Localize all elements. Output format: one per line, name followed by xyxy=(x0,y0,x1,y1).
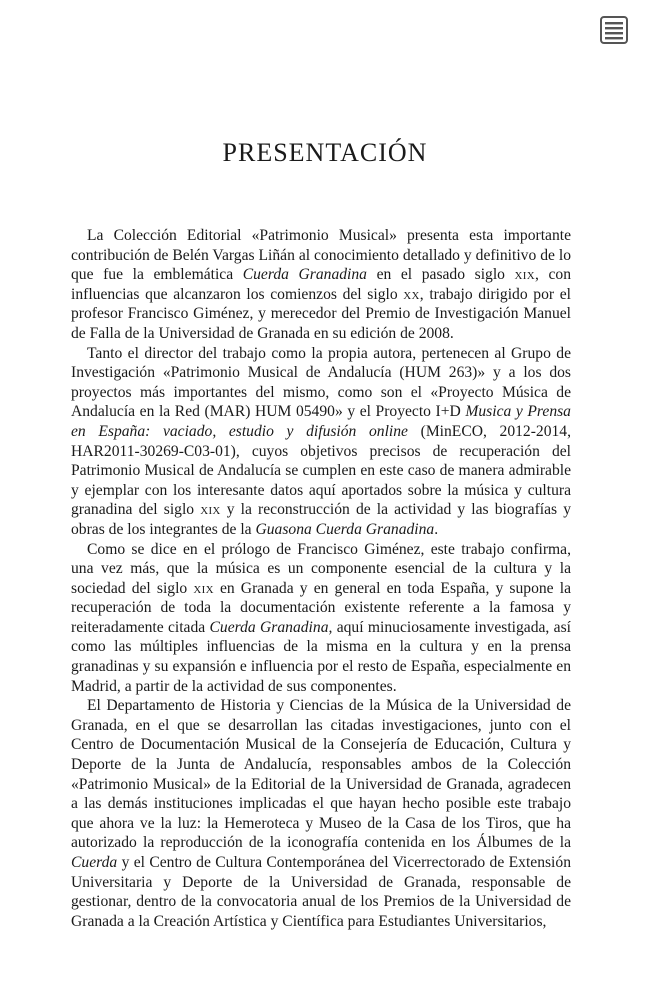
text-run: Tanto el director del trabajo como la propia autora, pertenecen al Grupo de Investigación «Patrimonio Musical de Andalucía (HUM 263)» y a los dos proyectos más importantes del mismo, como son el «Proyecto Música de Andalucía en la Red (MAR) HUM 05490» y el Proyecto I+D xyxy=(71,344,571,421)
italic-text: Cuerda xyxy=(71,854,118,871)
paragraph xyxy=(71,540,571,697)
paragraph xyxy=(71,696,571,931)
page-title: PRESENTACIÓN xyxy=(222,138,428,167)
small-caps-text: xix xyxy=(193,579,214,597)
italic-text: Guasona Cuerda Granadina xyxy=(255,520,435,538)
italic-text: Cuerda Granadina, xyxy=(209,618,333,636)
italic-text: Musica y Prensa en España: vaciado, estudio y difusión online xyxy=(71,403,571,440)
italic-text: Cuerda Granadina xyxy=(242,266,367,284)
small-caps-text: xix xyxy=(200,501,221,519)
table-of-contents-button[interactable] xyxy=(600,16,628,44)
text-run: Como se dice en el prólogo de Francisco Giménez, este trabajo confirma, una vez más, que la música es un componente esencial de la cultura y la sociedad del siglo xyxy=(71,540,571,597)
text-run: y el Centro de Cultura Contemporánea del Vicerrectorado de Extensión Universitaria y Deporte de la Universidad de Granada, responsable de gestionar, dentro de la convocatoria anual de los Premios de la Universidad de Granada a la Creación Artística y Científica para Estudiantes Universitarios, xyxy=(71,854,571,930)
text-run: en el pasado siglo xyxy=(366,266,515,284)
text-run: El Departamento de Historia y Ciencias de la Música de la Universidad de Granada, en el que se desarrollan las citadas investigaciones, junto con el Centro de Documentación Musical de la Consejería de Educación, Cultura y Deporte de la Junta de Andalucía, responsables ambos de la Colección «Patrimonio Musical» de la Editorial de la Universidad de Granada, agradecen a las demás instituciones implicadas el que hayan hecho posible este trabajo que ahora ve la luz: la Hemeroteca y Museo de la Casa de los Tiros, que ha autorizado la reproducción de la iconografía contenida en los Álbumes de la xyxy=(71,697,571,852)
text-run: , con influencias que alcanzaron los comienzos del siglo xyxy=(71,266,572,303)
body-text xyxy=(71,226,571,931)
paragraph xyxy=(71,226,571,344)
text-run: (MinECO, 2012-2014, HAR2011-30269-C03-01), cuyos objetivos precisos de recuperación del Patrimonio Musical de Andalucía se cumplen en este caso de manera admirable y ejemplar con los interesante datos aquí aportados sobre la música y cultura granadina del siglo xyxy=(71,422,571,519)
list-icon xyxy=(600,16,628,44)
small-caps-text: xx xyxy=(403,285,420,303)
text-run: en Granada y en general en toda España, y supone la recuperación de toda la documentación existente referente a la famosa y reiteradamente citada xyxy=(71,579,571,636)
text-run: aquí minuciosamente investigada, así como las múltiples influencias de la misma en la cultura y en la prensa granadinas y su expansión e influencia por el resto de España, especialmente en Madrid, a partir de la actividad de sus componentes. xyxy=(71,618,571,695)
text-run: , trabajo dirigido por el profesor Francisco Giménez, y merecedor del Premio de Investigación Manuel de Falla de la Universidad de Granada en su edición de 2008. xyxy=(71,285,571,342)
text-run: La Colección Editorial «Patrimonio Musical» presenta esta importante contribución de Belén Vargas Liñán al conocimiento detallado y definitivo de lo que fue la emblemática xyxy=(71,227,571,284)
paragraph xyxy=(71,344,571,540)
text-run: . xyxy=(434,520,439,538)
small-caps-text: xix xyxy=(514,266,535,284)
text-run: y la reconstrucción de la actividad y las biografías y obras de los integrantes de la xyxy=(71,501,571,538)
